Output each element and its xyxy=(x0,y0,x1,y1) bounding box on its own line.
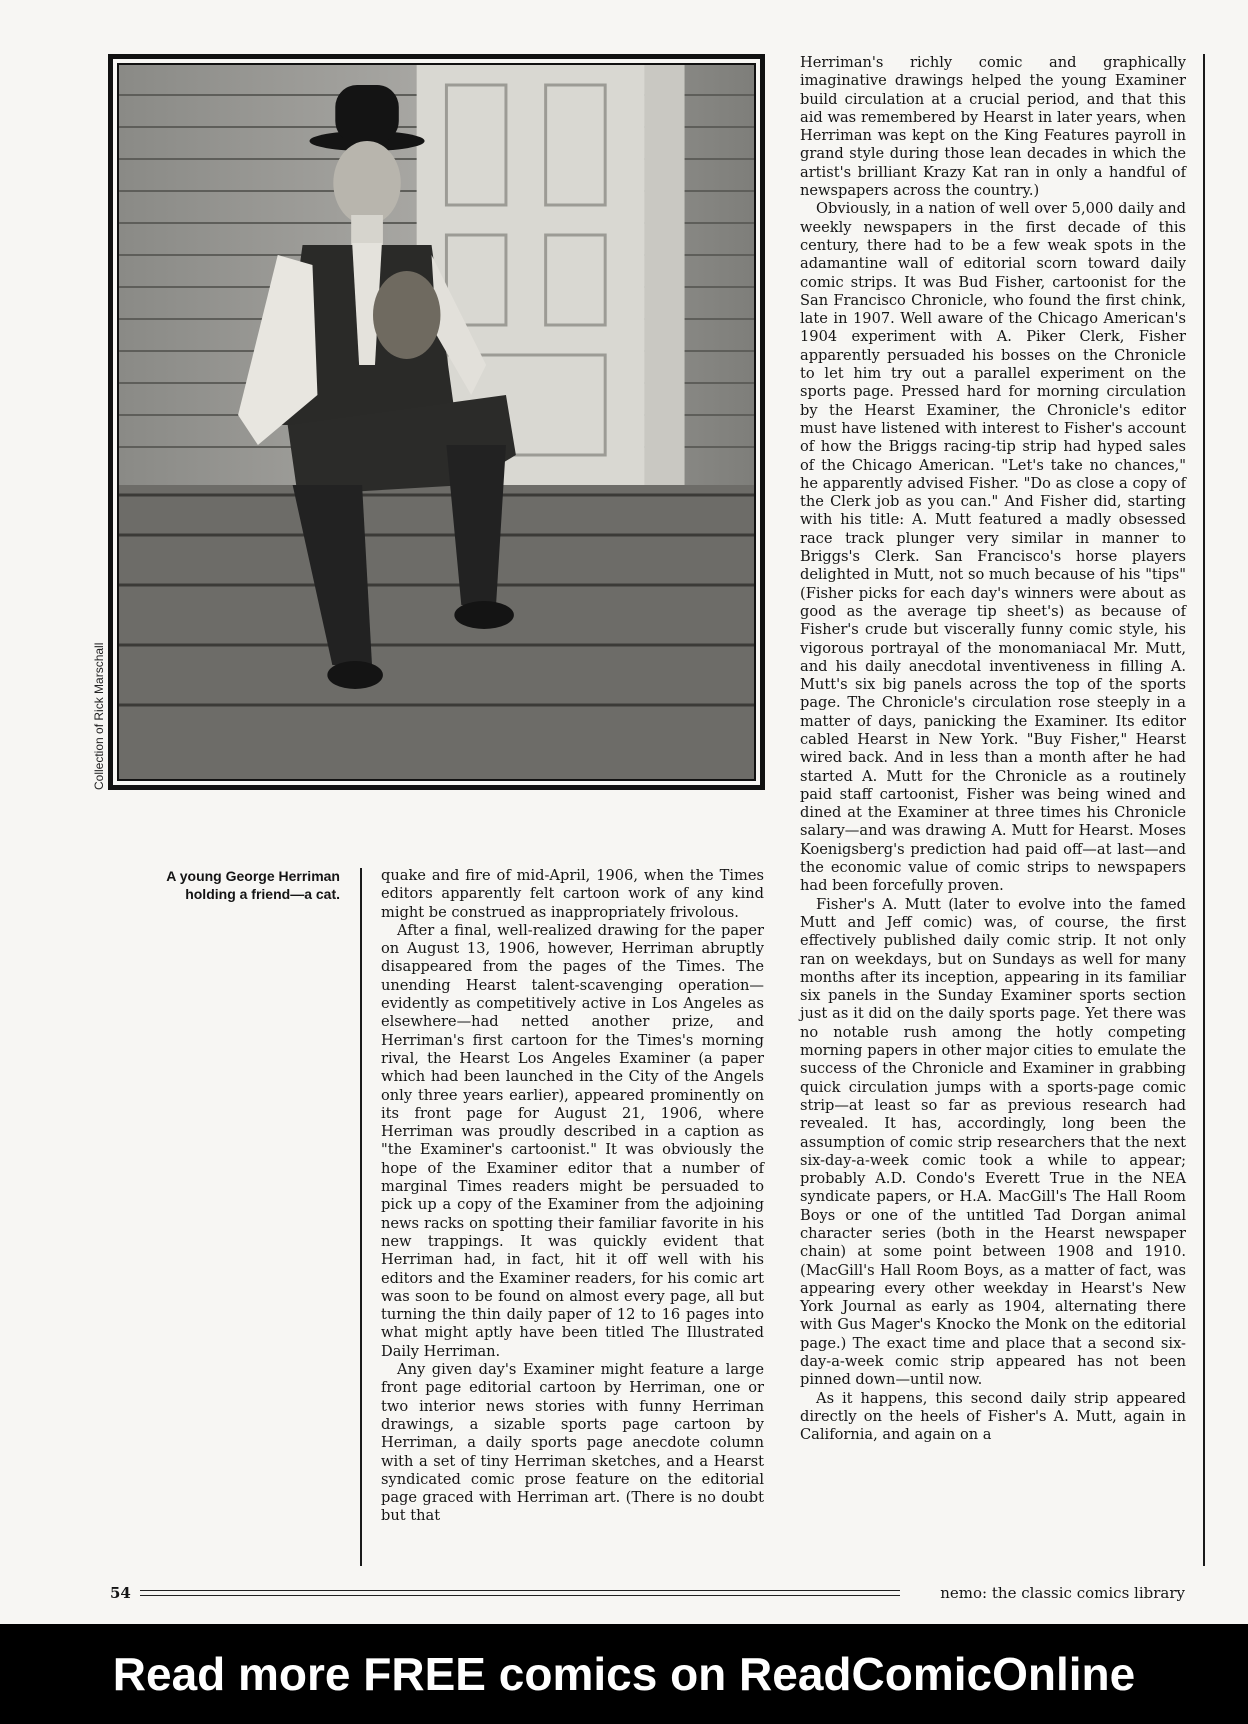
series-title: nemo: the classic comics library xyxy=(940,1584,1185,1602)
article-column-right xyxy=(800,54,1186,1445)
footer-rule xyxy=(140,1590,900,1596)
paragraph: As it happens, this second daily strip appeared directly on the heels of Fisher's A. Mutt, again in California, and again on a xyxy=(800,1389,1186,1444)
page-number: 54 xyxy=(110,1584,131,1602)
page-footer xyxy=(110,1584,1185,1606)
photo-caption: A young George Herriman holding a friend—a cat. xyxy=(166,868,340,902)
paragraph: Fisher's A. Mutt (later to evolve into the famed Mutt and Jeff comic) was, of course, the first effectively published daily comic strip. It not only ran on weekdays, but on Sundays as well for many months after its inception, appearing in its familiar six panels in the Sunday Examiner sports section just as it did on the daily sports page. Yet there was no notable rush among the hotly competing morning papers in other major cities to emulate the success of the Chronicle and Examiner in grabbing quick circulation jumps with a sports-page comic strip—at least so far as previous research had revealed. It has, accordingly, long been the assumption of comic strip researchers that the next six-day-a-week comic took a while to appear; probably A.D. Condo's Everett True in the NEA syndicate papers, or H.A. MacGill's The Hall Room Boys or one of the untitled Tad Dorgan animal character series (both in the Hearst newspaper chain) at some point between 1908 and 1910. (MacGill's Hall Room Boys, as a matter of fact, was appearing every other weekday in Hearst's New York Journal as early as 1904, alternating there with Gus Mager's Knocko the Monk on the editorial page.) The exact time and place that a second six-day-a-week comic strip appeared has not been pinned down—until now. xyxy=(800,895,1186,1389)
promo-banner-text: Read more FREE comics on ReadComicOnline xyxy=(112,1648,1136,1700)
paragraph: After a final, well-realized drawing for the paper on August 13, 1906, however, Herriman abruptly disappeared from the pages of the Times. The unending Hearst talent-scavenging operation—evidently as competitively active in Los Angeles as elsewhere—had netted another prize, and Herriman's first cartoon for the Times's morning rival, the Hearst Los Angeles Examiner (a paper which had been launched in the City of the Angels only three years earlier), appeared prominently on its front page for August 21, 1906, where Herriman was proudly described in a caption as "the Examiner's cartoonist." It was obviously the hope of the Examiner editor that a number of marginal Times readers might be persuaded to pick up a copy of the Examiner from the adjoining news racks on spotting their familiar favorite in his new trappings. It was quickly evident that Herriman had, in fact, hit it off well with his editors and the Examiner readers, for his comic art was soon to be found on almost every page, all but turning the thin daily paper of 12 to 16 pages into what might aptly have been titled The Illustrated Daily Herriman. xyxy=(381,921,764,1360)
photo xyxy=(117,63,756,781)
promo-banner[interactable] xyxy=(0,1624,1248,1724)
paragraph: quake and fire of mid-April, 1906, when the Times editors apparently felt cartoon work of any kind might be construed as inappropriately frivolous. xyxy=(381,867,764,921)
right-margin-rule xyxy=(1203,54,1205,1566)
paragraph: Obviously, in a nation of well over 5,000 daily and weekly newspapers in the first decade of this century, there had to be a few weak spots in the adamantine wall of editorial scorn toward daily comic strips. It was Bud Fisher, cartoonist for the San Francisco Chronicle, who found the first chink, late in 1907. Well aware of the Chicago American's 1904 experiment with A. Piker Clerk, Fisher apparently persuaded his bosses on the Chronicle to let him try out a parallel experiment on the sports page. Pressed hard for morning circulation by the Hearst Examiner, the Chronicle's editor must have listened with interest to Fisher's account of how the Briggs racing-tip strip had hyped sales of the Chicago American. "Let's take no chances," he apparently advised Fisher. "Do as close a copy of the Clerk job as you can." And Fisher did, starting with his title: A. Mutt featured a madly obsessed race track plunger very similar in manner to Briggs's Clerk. San Francisco's horse players delighted in Mutt, not so much because of his "tips" (Fisher picks for each day's winners were about as good as the average tip sheet's) as because of Fisher's crude but viscerally funny comic style, his vigorous portrayal of the monomaniacal Mr. Mutt, and his daily anecdotal inventiveness in filling A. Mutt's six big panels across the top of the sports page. The Chronicle's circulation rose steeply in a matter of days, panicking the Examiner. Its editor cabled Hearst in New York. "Buy Fisher," Hearst wired back. And in less than a month after he had started A. Mutt for the Chronicle as a routinely paid staff cartoonist, Fisher was being wined and dined at the Examiner at three times his Chronicle salary—and was drawing A. Mutt for Hearst. Moses Koenigsberg's prediction had paid off—at last—and the economic value of comic strips to newspapers had been forcefully proven. xyxy=(800,200,1186,895)
article-column-middle xyxy=(381,867,764,1526)
photo-image xyxy=(119,65,754,779)
paragraph: Herriman's richly comic and graphically imaginative drawings helped the young Examiner build circulation at a crucial period, and that this aid was remembered by Hearst in later years, when Herriman was kept on the King Features payroll in grand style during those lean decades in which the artist's brilliant Krazy Kat ran in only a handful of newspapers across the country.) xyxy=(800,54,1186,200)
photo-credit: Collection of Rick Marschall xyxy=(92,642,106,790)
column-divider xyxy=(360,868,362,1566)
paragraph: Any given day's Examiner might feature a large front page editorial cartoon by Herriman, one or two interior news stories with funny Herriman drawings, a sizable sports page cartoon by Herriman, a daily sports page anecdote column with a set of tiny Herriman sketches, and a Hearst syndicated comic prose feature on the editorial page graced with Herriman art. (There is no doubt but that xyxy=(381,1361,764,1525)
photo-frame xyxy=(108,54,765,790)
